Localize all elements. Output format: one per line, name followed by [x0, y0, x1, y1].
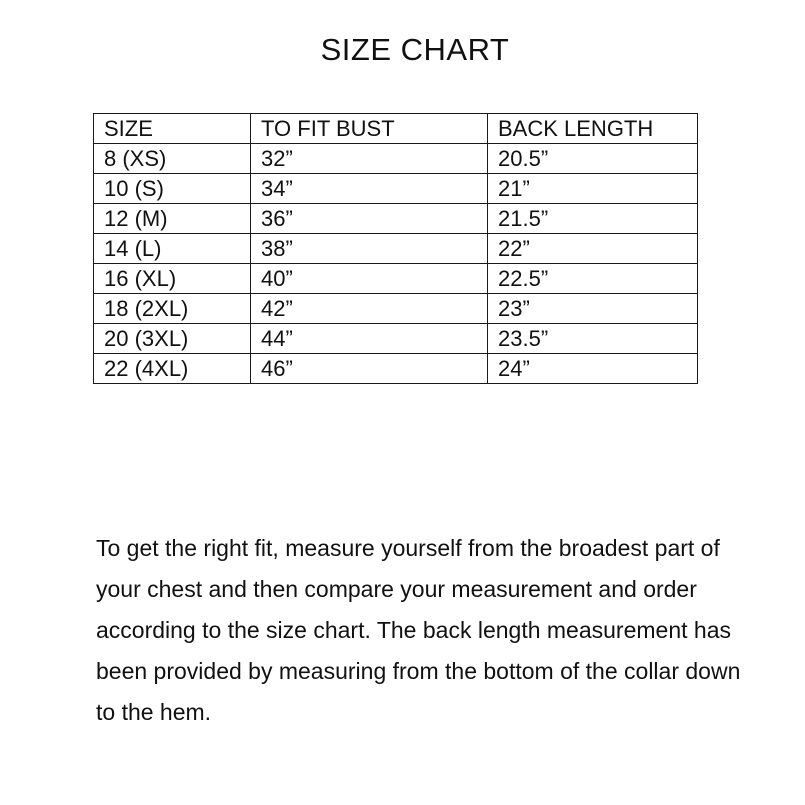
size-cell: 10 (S)	[94, 174, 251, 204]
bust-cell: 34”	[251, 174, 488, 204]
back-length-cell: 22”	[488, 234, 698, 264]
back-length-cell: 21”	[488, 174, 698, 204]
table-row	[94, 234, 698, 264]
bust-cell: 36”	[251, 204, 488, 234]
size-cell: 22 (4XL)	[94, 354, 251, 384]
back-length-cell: 20.5”	[488, 144, 698, 174]
header-size: SIZE	[94, 114, 251, 144]
table-row	[94, 264, 698, 294]
fit-instructions-paragraph: To get the right fit, measure yourself from the broadest part of your chest and then compare your measurement and order according to the size chart. The back length measurement has been provided by measuring from the bottom of the collar down to the hem.	[96, 535, 741, 725]
size-cell: 16 (XL)	[94, 264, 251, 294]
bust-cell: 42”	[251, 294, 488, 324]
table-row	[94, 204, 698, 234]
size-cell: 18 (2XL)	[94, 294, 251, 324]
size-table	[93, 113, 698, 384]
size-cell: 8 (XS)	[94, 144, 251, 174]
bust-cell: 38”	[251, 234, 488, 264]
header-to-fit-bust: TO FIT BUST	[251, 114, 488, 144]
back-length-cell: 22.5”	[488, 264, 698, 294]
back-length-cell: 24”	[488, 354, 698, 384]
size-cell: 20 (3XL)	[94, 324, 251, 354]
back-length-cell: 23”	[488, 294, 698, 324]
bust-cell: 46”	[251, 354, 488, 384]
size-cell: 14 (L)	[94, 234, 251, 264]
back-length-cell: 23.5”	[488, 324, 698, 354]
bust-cell: 44”	[251, 324, 488, 354]
header-back-length: BACK LENGTH	[488, 114, 698, 144]
bust-cell: 40”	[251, 264, 488, 294]
table-row	[94, 144, 698, 174]
table-header-row	[94, 114, 698, 144]
table-row	[94, 294, 698, 324]
table-row	[94, 354, 698, 384]
table-row	[94, 174, 698, 204]
back-length-cell: 21.5”	[488, 204, 698, 234]
bust-cell: 32”	[251, 144, 488, 174]
size-cell: 12 (M)	[94, 204, 251, 234]
page-title: SIZE CHART	[320, 32, 510, 67]
table-row	[94, 324, 698, 354]
